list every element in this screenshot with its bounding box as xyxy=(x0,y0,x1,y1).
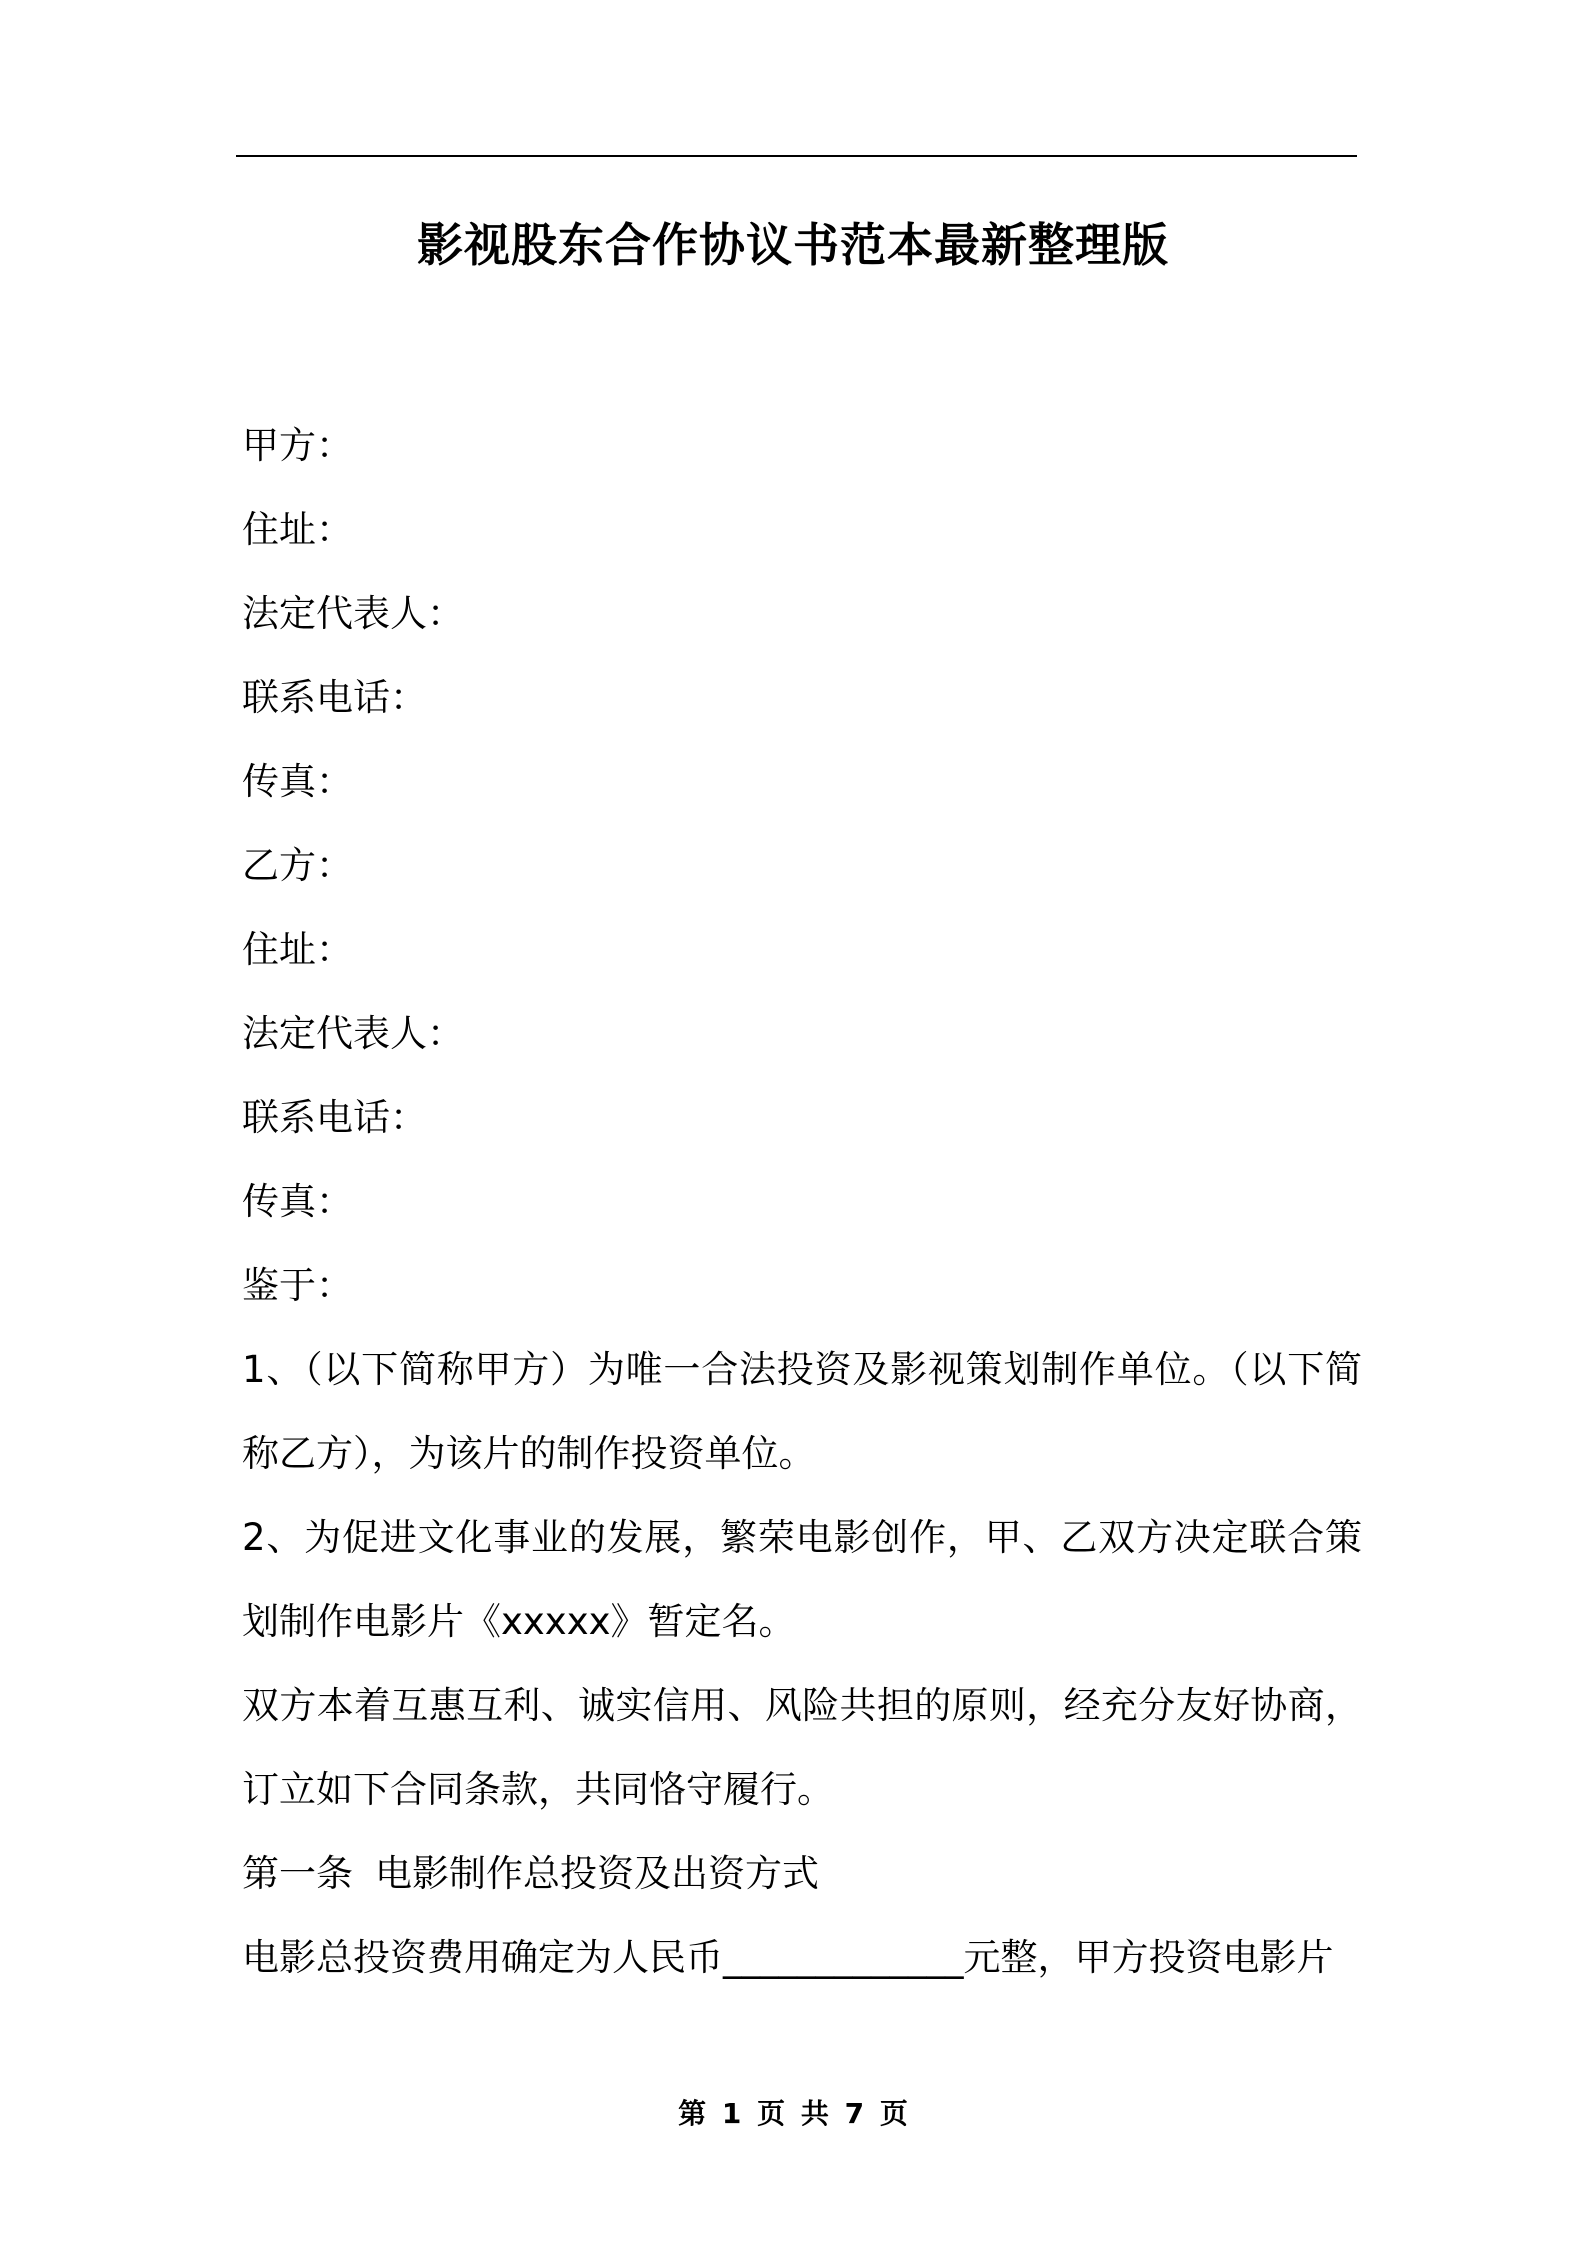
party-b-address-label: 住址： xyxy=(242,928,353,971)
article-1-title: 电影制作总投资及出资方式 xyxy=(375,1852,819,1895)
party-a-legal-rep-label: 法定代表人： xyxy=(242,592,464,635)
clause-2: 2、为促进文化事业的发展，繁荣电影创作，甲、乙双方决定联合策划制作电影片《xxxxx》暂定名。 xyxy=(242,1516,1362,1643)
investment-text: 电影总投资费用确定为人民币_____________元整，甲方投资电影片 xyxy=(242,1936,1334,1979)
party-b-phone-label: 联系电话： xyxy=(242,1096,427,1139)
party-b-label: 乙方： xyxy=(242,844,353,887)
clause-principles: 双方本着互惠互利、诚实信用、风险共担的原则，经充分友好协商，订立如下合同条款，共同恪守履行。 xyxy=(242,1684,1362,1811)
document-title: 影视股东合作协议书范本最新整理版 xyxy=(417,218,1169,272)
party-b-fax-label: 传真： xyxy=(242,1180,353,1223)
document-body xyxy=(242,404,1362,2000)
article-1-number: 第一条 xyxy=(242,1852,353,1895)
header-rule xyxy=(236,155,1357,157)
whereas-label: 鉴于： xyxy=(242,1264,353,1307)
clause-1: 1、（以下简称甲方）为唯一合法投资及影视策划制作单位。（以下简称乙方），为该片的制作投资单位。 xyxy=(242,1348,1362,1475)
page-indicator: 第 1 页 共 7 页 xyxy=(678,2097,908,2130)
party-a-phone-label: 联系电话： xyxy=(242,676,427,719)
article-1-heading xyxy=(242,1832,1362,1916)
party-a-fax-label: 传真： xyxy=(242,760,353,803)
party-b-legal-rep-label: 法定代表人： xyxy=(242,1012,464,1055)
party-a-address-label: 住址： xyxy=(242,508,353,551)
party-a-label: 甲方： xyxy=(242,424,353,467)
